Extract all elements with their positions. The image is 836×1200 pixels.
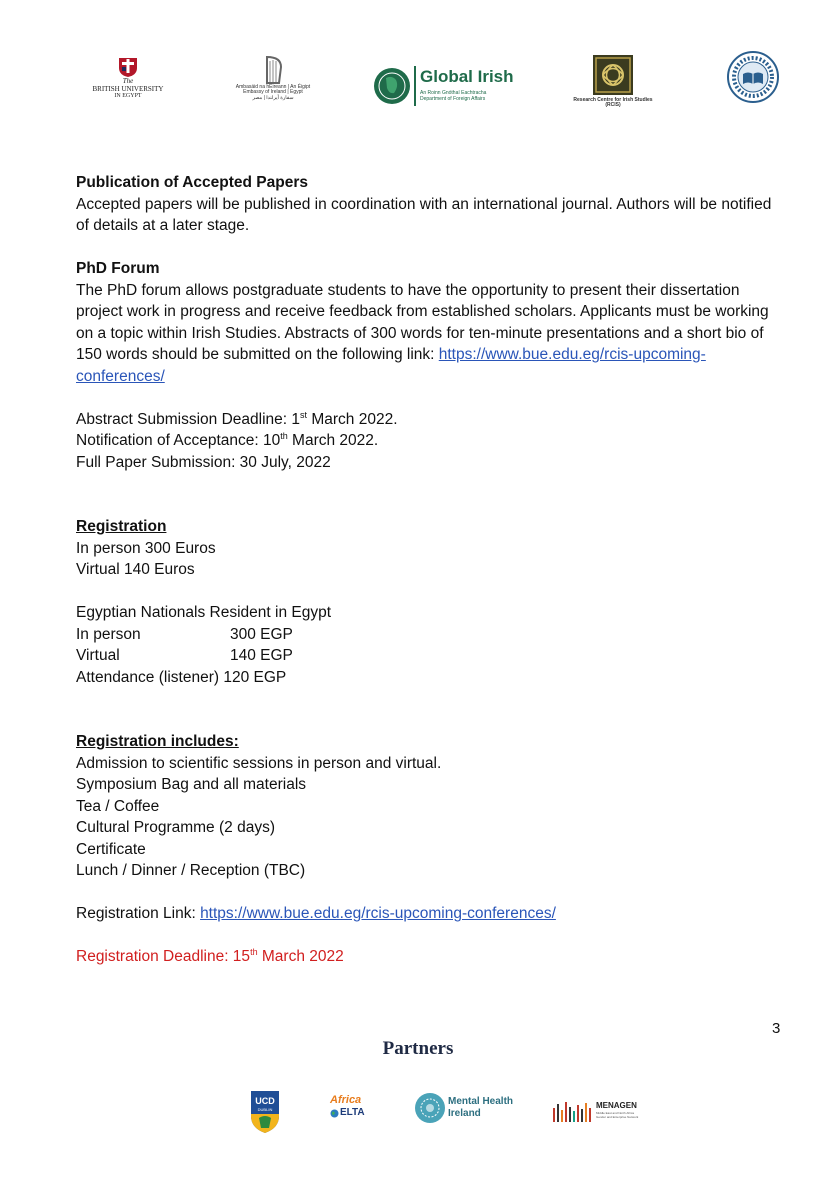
phd-forum-heading: PhD Forum	[76, 260, 160, 277]
includes-item: Admission to scientific sessions in person and virtual.	[76, 754, 442, 772]
africa-line2: ELTA	[340, 1107, 365, 1118]
mhi-emblem-icon	[414, 1092, 446, 1124]
full-paper-date: Full Paper Submission: 30 July, 2022	[76, 453, 331, 471]
menagen-tag1: Middle East and North Africa	[596, 1111, 635, 1115]
main-content	[76, 172, 776, 968]
notification-date: Notification of Acceptance: 10th March 2022.	[76, 430, 379, 449]
menagen-name: MENAGEN	[596, 1101, 637, 1110]
header-logos	[0, 40, 836, 120]
egyptian-row	[76, 667, 776, 689]
book-seal-icon	[726, 50, 780, 104]
mhi-line2: Ireland	[448, 1108, 481, 1119]
global-irish-sub1: An Roinn Gnóthaí Eachtracha	[420, 90, 487, 96]
registration-in-person: In person 300 Euros	[76, 539, 216, 557]
egyptian-row-label: In person	[76, 625, 141, 643]
ucd-logo	[250, 1090, 280, 1134]
egyptian-heading: Egyptian Nationals Resident in Egypt	[76, 604, 332, 621]
bue-logo-line2: IN EGYPT	[114, 93, 142, 100]
registration-virtual-label: Virtual	[76, 561, 120, 578]
page-number: 3	[772, 1020, 781, 1037]
harp-icon	[261, 55, 285, 85]
egyptian-row-value: 300 EGP	[230, 625, 293, 643]
includes-item: Lunch / Dinner / Reception (TBC)	[76, 862, 306, 879]
africa-elta-logo	[330, 1094, 378, 1130]
africa-line1: Africa	[330, 1094, 362, 1106]
egyptian-row	[76, 624, 776, 646]
globe-icon	[330, 1109, 339, 1118]
registration-virtual	[76, 559, 776, 581]
registration-deadline: Registration Deadline: 15th March 2022	[76, 946, 344, 965]
global-irish-title: Global Irish	[420, 67, 514, 86]
rcis-caption: Research Centre for Irish Studies (RCIS)	[573, 96, 653, 108]
includes-item: Symposium Bag and all materials	[76, 776, 307, 793]
embassy-line1: Ambasáid na hÉireann | An Éigipt	[235, 83, 311, 90]
global-irish-sub2: Department of Foreign Affairs	[420, 96, 486, 102]
partners-logos	[0, 1088, 836, 1138]
registration-link-line	[76, 903, 776, 925]
egyptian-row	[76, 645, 776, 667]
egyptian-row-value: 140 EGP	[230, 647, 293, 664]
includes-item: Certificate	[76, 840, 146, 858]
rcis-logo	[568, 52, 658, 110]
phd-forum-link[interactable]: https://www.bue.edu.eg/rcis-upcoming-conferences/	[76, 346, 706, 385]
bue-logo-top: The	[122, 77, 134, 86]
phd-forum-paragraph	[76, 280, 776, 388]
egyptian-row-label: Attendance (listener)	[76, 668, 220, 686]
embassy-line3: سفارة أيرلندا | مصر	[252, 94, 294, 101]
celtic-knot-icon	[592, 54, 634, 96]
ucd-line2: DUBLIN	[257, 1107, 273, 1112]
seal-logo	[726, 50, 780, 104]
bue-crest-icon	[117, 56, 139, 78]
phd-forum-text: The PhD forum allows postgraduate students to have the opportunity to present their dissertation project work in progress and receive feedback from established scholars. Applicants must be working on a topic within Irish Studies. Abstracts of 300 words for ten-minute presentations and a short bio of 150 words should be submitted on the following link:	[76, 281, 769, 363]
publication-heading: Publication of Accepted Papers	[76, 174, 308, 191]
mhi-line1: Mental Health	[448, 1096, 514, 1107]
global-irish-logo	[372, 66, 520, 108]
bue-logo	[80, 52, 176, 104]
registration-link[interactable]: https://www.bue.edu.eg/rcis-upcoming-conferences/	[200, 905, 556, 922]
ucd-line1: UCD	[255, 1096, 275, 1106]
bue-logo-line1: BRITISH UNIVERSITY	[92, 84, 164, 93]
includes-heading: Registration includes:	[76, 733, 239, 750]
embassy-logo	[226, 50, 320, 106]
abstract-deadline: Abstract Submission Deadline: 1st March 2022.	[76, 409, 398, 428]
registration-heading: Registration	[76, 518, 167, 535]
egyptian-row-value: 120 EGP	[223, 668, 287, 686]
menagen-logo	[552, 1100, 642, 1130]
menagen-bars-icon	[552, 1100, 594, 1124]
menagen-tag2: Gender and Enterprise Network	[596, 1115, 639, 1119]
egyptian-row-label: Virtual	[76, 647, 120, 664]
mental-health-ireland-logo	[414, 1092, 526, 1128]
includes-item: Cultural Programme (2 days)	[76, 819, 275, 836]
partners-title: Partners	[382, 1038, 454, 1059]
embassy-line2: Embassy of Ireland | Egypt	[243, 89, 303, 96]
publication-text: Accepted papers will be published in coordination with an international journal. Authors will be notified of details at a later stage.	[76, 195, 772, 234]
includes-item: Tea / Coffee	[76, 797, 160, 815]
global-irish-emblem-icon	[372, 66, 412, 106]
registration-link-label: Registration Link:	[76, 905, 201, 922]
registration-virtual-value: 140 Euros	[124, 561, 195, 578]
